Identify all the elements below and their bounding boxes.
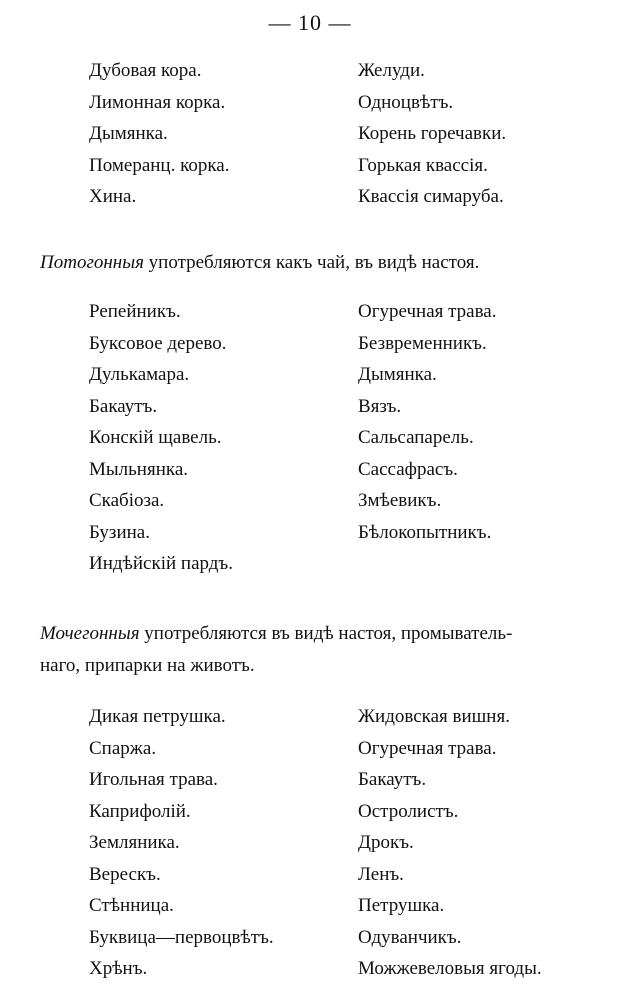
page-number: — 10 — [268, 10, 352, 35]
list-item: Бакаутъ. [89, 395, 158, 417]
list-item: Дулькамара. [89, 364, 190, 385]
list-item: Буквица—первоцвѣтъ. [89, 926, 274, 948]
list-item: Ленъ. [358, 863, 404, 885]
list-item: Горькая квассія. [358, 154, 488, 176]
list-item: Верескъ. [89, 863, 161, 885]
list-item: Бакаутъ. [358, 769, 427, 790]
list-item: Безвременникъ. [358, 332, 487, 354]
list-item: Одуванчикъ. [358, 926, 462, 948]
list-item: Спаржа. [89, 737, 157, 759]
list-item: Одноцвѣтъ. [358, 91, 454, 113]
list-item: Репейникъ. [89, 301, 181, 322]
list-item: Стѣнница. [89, 895, 174, 916]
list-item: Петрушка. [358, 895, 445, 916]
list-item: Скабіоза. [89, 490, 165, 511]
right-column [358, 55, 506, 213]
list-item: Змѣевикъ. [358, 490, 442, 511]
list-item: Мыльнянка. [89, 458, 189, 480]
list-item: Сальсапарель. [358, 427, 474, 448]
section-text: употребляются какъ чай, въ видѣ настоя. [148, 252, 480, 273]
list-item: Индѣйскій пардъ. [89, 553, 233, 574]
section-heading-sudorific [40, 248, 600, 278]
list-item: Земляника. [89, 832, 180, 853]
list-item: Дикая петрушка. [89, 706, 226, 727]
section-term: Мочегонныя [40, 623, 140, 644]
list-item: Бузина. [89, 521, 150, 543]
list-item: Бѣлокопытникъ. [358, 521, 492, 543]
list-item: Дубовая кора. [89, 60, 202, 81]
list-item: Можжевеловыя ягоды. [358, 958, 542, 979]
list-item: Хина. [89, 186, 137, 207]
list-item: Конскій щавель. [89, 427, 222, 448]
list-item: Лимонная корка. [89, 91, 226, 113]
list-item: Дымянка. [89, 123, 168, 144]
right-column [358, 296, 497, 548]
list-item: Померанц. корка. [89, 154, 230, 176]
list-item: Остролистъ. [358, 800, 459, 822]
list-item: Квассія симаруба. [358, 186, 504, 207]
list-item: Каприфолій. [89, 800, 191, 822]
section-text-line2: наго, припарки на животъ. [40, 655, 255, 676]
section-term: Потогонныя [40, 252, 144, 273]
list-item: Корень горечавки. [358, 123, 507, 144]
list-item: Хрѣнъ. [89, 958, 148, 979]
section-heading-diuretic [40, 618, 605, 682]
list-item: Дрокъ. [358, 832, 414, 853]
list-item: Вязъ. [358, 395, 402, 417]
section-text: употребляются въ видѣ настоя, промыватель- [144, 623, 513, 644]
list-item: Дымянка. [358, 364, 437, 385]
list-item: Желуди. [358, 60, 425, 81]
list-item: Сассафрасъ. [358, 458, 458, 480]
right-column [358, 701, 542, 985]
left-column [89, 296, 233, 580]
left-column [89, 55, 229, 213]
list-item: Огуречная трава. [358, 301, 497, 322]
left-column [89, 701, 274, 985]
section-heading-line1 [40, 618, 605, 650]
list-item: Игольная трава. [89, 769, 218, 790]
list-item: Огуречная трава. [358, 737, 497, 759]
list-item: Жидовская вишня. [358, 706, 510, 727]
list-item: Буксовое дерево. [89, 332, 227, 354]
